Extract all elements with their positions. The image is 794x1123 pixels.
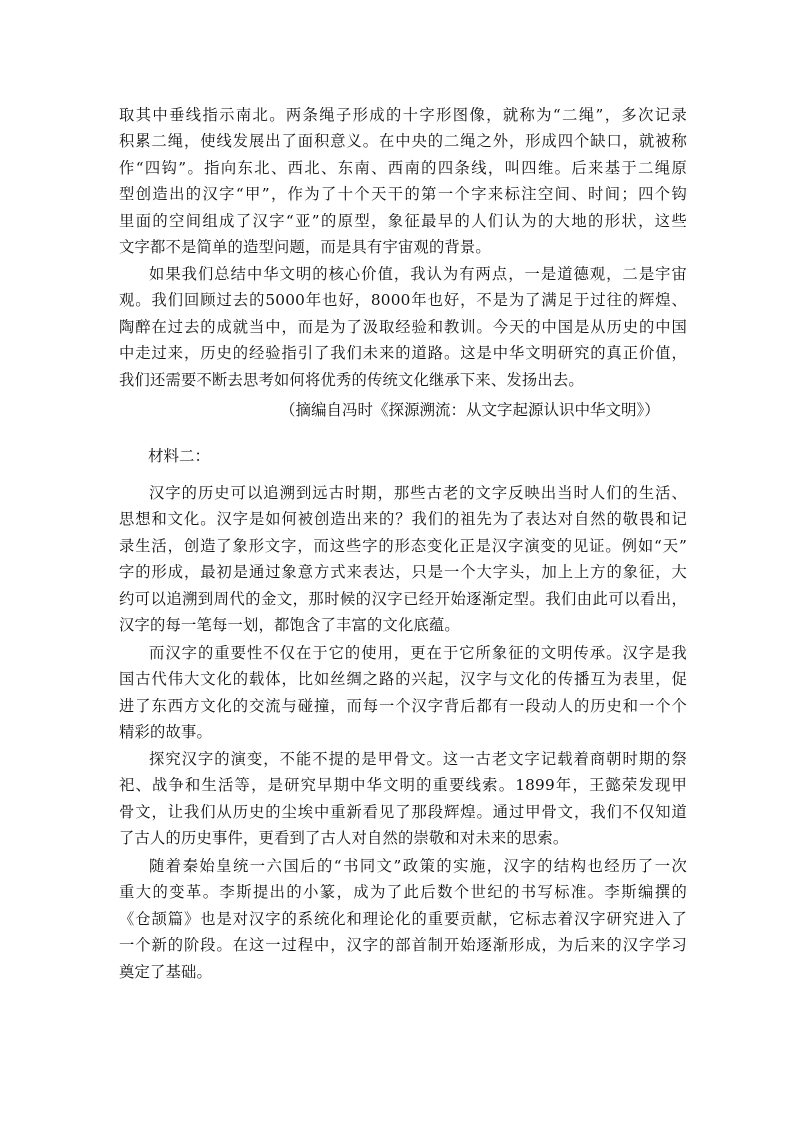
paragraph-6: [119, 853, 687, 985]
text-line: 陶醉在过去的成就当中，而是为了汲取经验和教训。今天的中国是从历史的中国: [119, 317, 687, 336]
text-line: 观。我们回顾过去的5000年也好，8000年也好，不是为了满足于过往的辉煌、: [119, 291, 687, 310]
text-line: 随着秦始皇统一六国后的“书同文”政策的实施，汉字的结构也经历了一次: [149, 857, 687, 875]
text-line: 型创造出的汉字“甲”，作为了十个天干的第一个字来标注空间、时间；四个钩: [119, 185, 687, 204]
text-line: 奠定了基础。: [119, 962, 212, 981]
text-line: 取其中垂线指示南北。两条绳子形成的十字形图像，就称为“二绳”，多次记录: [119, 106, 687, 124]
text-line: 积累二绳，使线发展出了面积意义。在中央的二绳之外，形成四个缺口，就被称: [119, 132, 687, 151]
text-line: 约可以追溯到周代的金文，那时候的汉字已经开始逐渐定型。我们由此可以看出，: [119, 589, 687, 608]
text-line: 重大的变革。李斯提出的小篆，成为了此后数个世纪的书写标准。李斯编撰的: [119, 883, 687, 902]
text-line: 祀、战争和生活等，是研究早期中华文明的重要线索。1899年，王懿荣发现甲: [119, 776, 687, 795]
text-line: 国古代伟大文化的载体，比如丝绸之路的兴起，汉字与文化的传播互为表里，促: [119, 670, 687, 689]
text-line: 录生活，创造了象形文字，而这些字的形态变化正是汉字演变的见证。例如“天”: [119, 536, 687, 555]
text-line: 《仓颉篇》也是对汉字的系统化和理论化的重要贡献，它标志着汉字研究进入了: [119, 909, 687, 928]
text-line: 里面的空间组成了汉字“亚”的原型，象征最早的人们认为的大地的形状，这些: [119, 211, 687, 230]
text-line: 我们还需要不断去思考如何将优秀的传统文化继承下来、发扬出去。: [119, 370, 584, 389]
paragraph-3: [119, 480, 687, 638]
text-line: 汉字的每一笔每一划，都饱含了丰富的文化底蕴。: [119, 615, 460, 634]
text-line: 作“四钩”。指向东北、西北、东南、西南的四条线，叫四维。后来基于二绳原: [119, 158, 687, 177]
text-line: 探究汉字的演变，不能不提的是甲骨文。这一古老文字记载着商朝时期的祭: [149, 750, 687, 768]
section-label: 材料二：: [148, 447, 211, 465]
text-line: 汉字的历史可以追溯到远古时期，那些古老的文字反映出当时人们的生活、: [149, 484, 687, 502]
text-line: 骨文，让我们从历史的尘埃中重新看见了那段辉煌。通过甲骨文，我们不仅知道: [119, 802, 687, 821]
paragraph-4: [119, 640, 687, 746]
paragraph-5: [119, 746, 687, 852]
text-line: 而汉字的重要性不仅在于它的使用，更在于它所象征的文明传承。汉字是我: [149, 644, 687, 662]
paragraph-2: [119, 261, 687, 393]
text-line: 进了东西方文化的交流与碰撞，而每一个汉字背后都有一段动人的历史和一个个: [119, 696, 687, 715]
text-line: 思想和文化。汉字是如何被创造出来的？我们的祖先为了表达对自然的敬畏和记: [119, 510, 687, 529]
text-line: 文字都不是简单的造型问题，而是具有宇宙观的背景。: [119, 237, 491, 256]
text-line: 中走过来，历史的经验指引了我们未来的道路。这是中华文明研究的真正价值，: [119, 344, 687, 363]
source-citation: （摘编自冯时《探源溯流：从文字起源认识中华文明》）: [280, 401, 660, 419]
paragraph-1: [119, 102, 687, 260]
text-line: 字的形成，最初是通过象意方式来表达，只是一个大字头，加上上方的象征，大: [119, 563, 687, 582]
text-line: 了古人的历史事件，更看到了古人对自然的崇敬和对未来的思索。: [119, 829, 569, 848]
text-line: 一个新的阶段。在这一过程中，汉字的部首制开始逐渐形成，为后来的汉字学习: [119, 936, 687, 955]
text-line: 精彩的故事。: [119, 723, 212, 742]
text-line: 如果我们总结中华文明的核心价值，我认为有两点，一是道德观，二是宇宙: [149, 265, 687, 283]
